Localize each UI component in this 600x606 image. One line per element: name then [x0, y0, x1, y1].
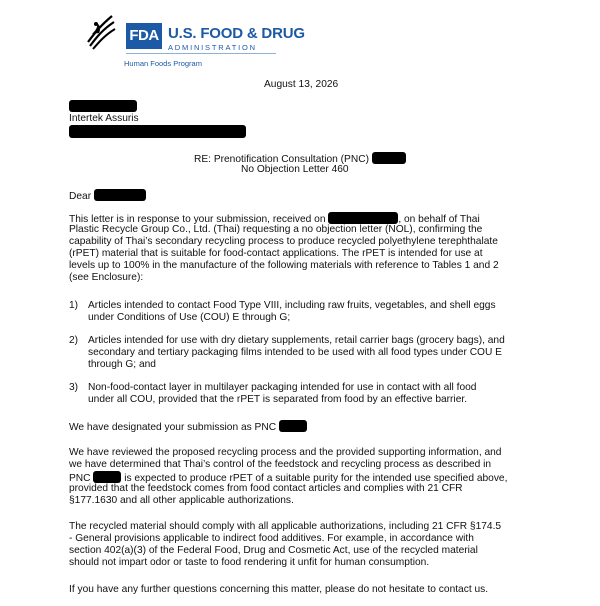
list-number: 2)	[69, 335, 79, 346]
agency-subtitle: ADMINISTRATION	[168, 43, 257, 52]
logo-divider	[126, 53, 276, 54]
redaction-block	[279, 420, 307, 432]
list-item-line: Non-food-contact layer in multilayer packaging intended for use in contact with all food	[88, 382, 477, 393]
list-number: 1)	[69, 300, 79, 311]
text-span: This letter is in response to your submission, received on	[69, 214, 326, 225]
redaction-block	[93, 471, 121, 483]
paragraph-line: The recycled material should comply with all applicable authorizations, including 21 CFR §174.5	[69, 521, 502, 532]
paragraph-line: - General provisions applicable to indirect food additives. For example, in accordance with	[69, 533, 474, 544]
list-number: 3)	[69, 382, 79, 393]
paragraph-line: should not impart odor or taste to food rendering it unfit for human consumption.	[69, 557, 430, 568]
list-item-line: Articles intended for use with dry dietary supplements, retail carrier bags (grocery bags), and	[88, 335, 505, 346]
paragraph-line: capability of Thai’s secondary recycling process to produce recycled polyethylene terephthalate	[69, 236, 498, 247]
paragraph-line: §177.1630 and all other applicable authorizations.	[69, 495, 294, 506]
paragraph-line: (see Enclosure):	[69, 272, 144, 283]
paragraph-line: levels up to 100% in the manufacture of the following materials with reference to Tables 1 and 2	[69, 260, 499, 271]
closing-line: If you have any further questions concerning this matter, please do not hesitate to contact us.	[69, 584, 489, 595]
list-item-line: through G; and	[88, 359, 156, 370]
salutation-line	[69, 189, 146, 203]
redaction-block	[94, 189, 146, 201]
text-span: PNC	[69, 473, 91, 484]
paragraph-line: section 402(a)(3) of the Federal Food, Drug and Cosmetic Act, use of the recycled material	[69, 545, 478, 556]
paragraph-line: (rPET) material that is suitable for food-contact applications. The rPET is intended for use at	[69, 248, 483, 259]
text-span: is expected to produce rPET of a suitable purity for the intended use specified above,	[124, 473, 508, 484]
list-item-line: Articles intended to contact Food Type VIII, including raw fruits, vegetables, and shell eggs	[88, 300, 496, 311]
paragraph-line: Plastic Recycle Group Co., Ltd. (Thai) requesting a no objection letter (NOL), confirming the	[69, 224, 483, 235]
redaction-block	[69, 100, 137, 112]
recipient-company: Intertek Assuris	[69, 113, 139, 124]
agency-name: U.S. FOOD & DRUG	[168, 25, 305, 42]
paragraph-line: We have reviewed the proposed recycling process and the provided supporting information, and	[69, 447, 502, 458]
letter-number: No Objection Letter 460	[241, 164, 349, 175]
list-item-line: secondary and tertiary packaging films intended to be used with all food types under COU E	[88, 347, 502, 358]
text-span: We have designated your submission as PNC	[69, 422, 277, 433]
list-item-line: under all COU, provided that the rPET is separated from food by an effective barrier.	[88, 394, 468, 405]
redaction-block	[328, 212, 398, 224]
program-name: Human Foods Program	[124, 59, 202, 68]
paragraph-line: provided that the feedstock comes from food contact articles and complies with 21 CFR	[69, 483, 463, 494]
hhs-eagle-icon	[84, 12, 118, 50]
re-text: RE: Prenotification Consultation (PNC)	[194, 154, 369, 165]
paragraph-line: we have determined that Thai’s control of the feedstock and recycling process as described in	[69, 459, 492, 470]
redaction-block	[69, 125, 246, 138]
list-item-line: under Conditions of Use (COU) E through G;	[88, 312, 291, 323]
redaction-block	[372, 152, 406, 164]
designation-line	[69, 420, 307, 434]
letter-date: August 13, 2026	[264, 79, 339, 90]
fda-badge: FDA	[126, 23, 162, 49]
salutation: Dear	[69, 191, 92, 202]
text-span: , on behalf of Thai	[398, 214, 480, 225]
